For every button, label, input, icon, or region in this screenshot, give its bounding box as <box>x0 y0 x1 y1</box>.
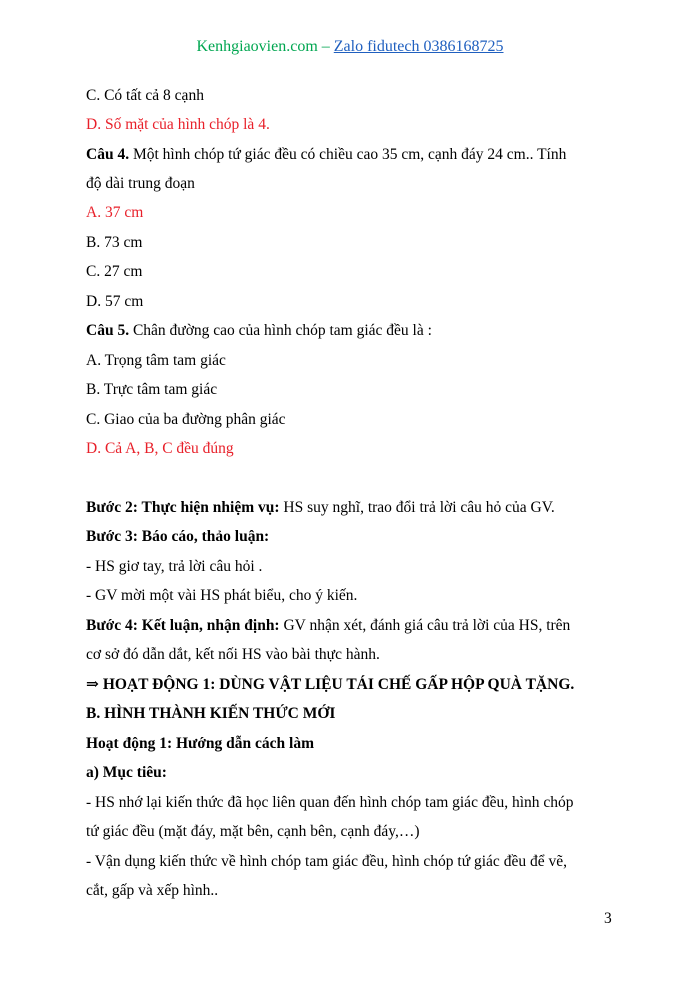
question-4-label: Câu 4. <box>86 146 130 163</box>
header-separator: – <box>317 38 334 55</box>
objective-item-1-cont: tứ giác đều (mặt đáy, mặt bên, cạnh bên, cạnh đáy,…) <box>86 823 420 840</box>
step-3-item-1: - HS giơ tay, trả lời câu hỏi . <box>86 558 263 575</box>
page-header <box>0 38 700 56</box>
step-2-text: HS suy nghĩ, trao đổi trả lời câu hỏ của GV. <box>279 499 555 516</box>
question-5-option-a: A. Trọng tâm tam giác <box>86 352 226 369</box>
step-3-label: Bước 3: Báo cáo, thảo luận: <box>86 528 270 545</box>
question-4-option-a-answer: A. 37 cm <box>86 204 144 221</box>
question-5-option-c: C. Giao của ba đường phân giác <box>86 411 286 428</box>
question-5-option-b: B. Trực tâm tam giác <box>86 381 218 398</box>
question-5-option-d-answer: D. Cả A, B, C đều đúng <box>86 440 234 457</box>
question-4-option-c: C. 27 cm <box>86 263 143 280</box>
section-b-heading: B. HÌNH THÀNH KIẾN THỨC MỚI <box>86 705 336 722</box>
question-4 <box>86 145 626 165</box>
step-3-item-2: - GV mời một vài HS phát biểu, cho ý kiến. <box>86 587 358 604</box>
question-4-option-d: D. 57 cm <box>86 293 144 310</box>
objective-item-2-cont: cắt, gấp và xếp hình.. <box>86 882 219 899</box>
question-5-label: Câu 5. <box>86 322 130 339</box>
objective-item-1: - HS nhớ lại kiến thức đã học liên quan đến hình chóp tam giác đều, hình chóp <box>86 794 574 811</box>
activity-1-heading: ⇒ HOẠT ĐỘNG 1: DÙNG VẬT LIỆU TÁI CHẾ GẤP HỘP QUÀ TẶNG. <box>86 676 575 693</box>
step-4 <box>86 616 626 636</box>
zalo-contact-link[interactable]: Zalo fidutech 0386168725 <box>333 38 504 55</box>
option-c-prev: C. Có tất cả 8 cạnh <box>86 87 204 104</box>
objective-item-2: - Vận dụng kiến thức về hình chóp tam giác đều, hình chóp tứ giác đều để vẽ, <box>86 853 567 870</box>
page-number: 3 <box>604 910 612 927</box>
option-d-prev-answer: D. Số mặt của hình chóp là 4. <box>86 116 270 133</box>
activity-1-title: Hoạt động 1: Hướng dẫn cách làm <box>86 735 315 752</box>
step-4-text: GV nhận xét, đánh giá câu trả lời của HS, trên <box>279 617 571 634</box>
question-5-text: Chân đường cao của hình chóp tam giác đều là : <box>129 322 432 339</box>
step-4-label: Bước 4: Kết luận, nhận định: <box>86 617 280 634</box>
question-4-text: Một hình chóp tứ giác đều có chiều cao 35 cm, cạnh đáy 24 cm.. Tính <box>129 146 567 163</box>
step-2-label: Bước 2: Thực hiện nhiệm vụ: <box>86 499 280 516</box>
site-name: Kenhgiaovien.com <box>196 38 318 55</box>
question-5 <box>86 321 626 341</box>
question-4-text-cont: độ dài trung đoạn <box>86 175 195 192</box>
question-4-option-b: B. 73 cm <box>86 234 143 251</box>
step-4-text-cont: cơ sở đó dẫn dắt, kết nối HS vào bài thực hành. <box>86 646 380 663</box>
step-2 <box>86 498 626 518</box>
objective-title: a) Mục tiêu: <box>86 764 167 781</box>
